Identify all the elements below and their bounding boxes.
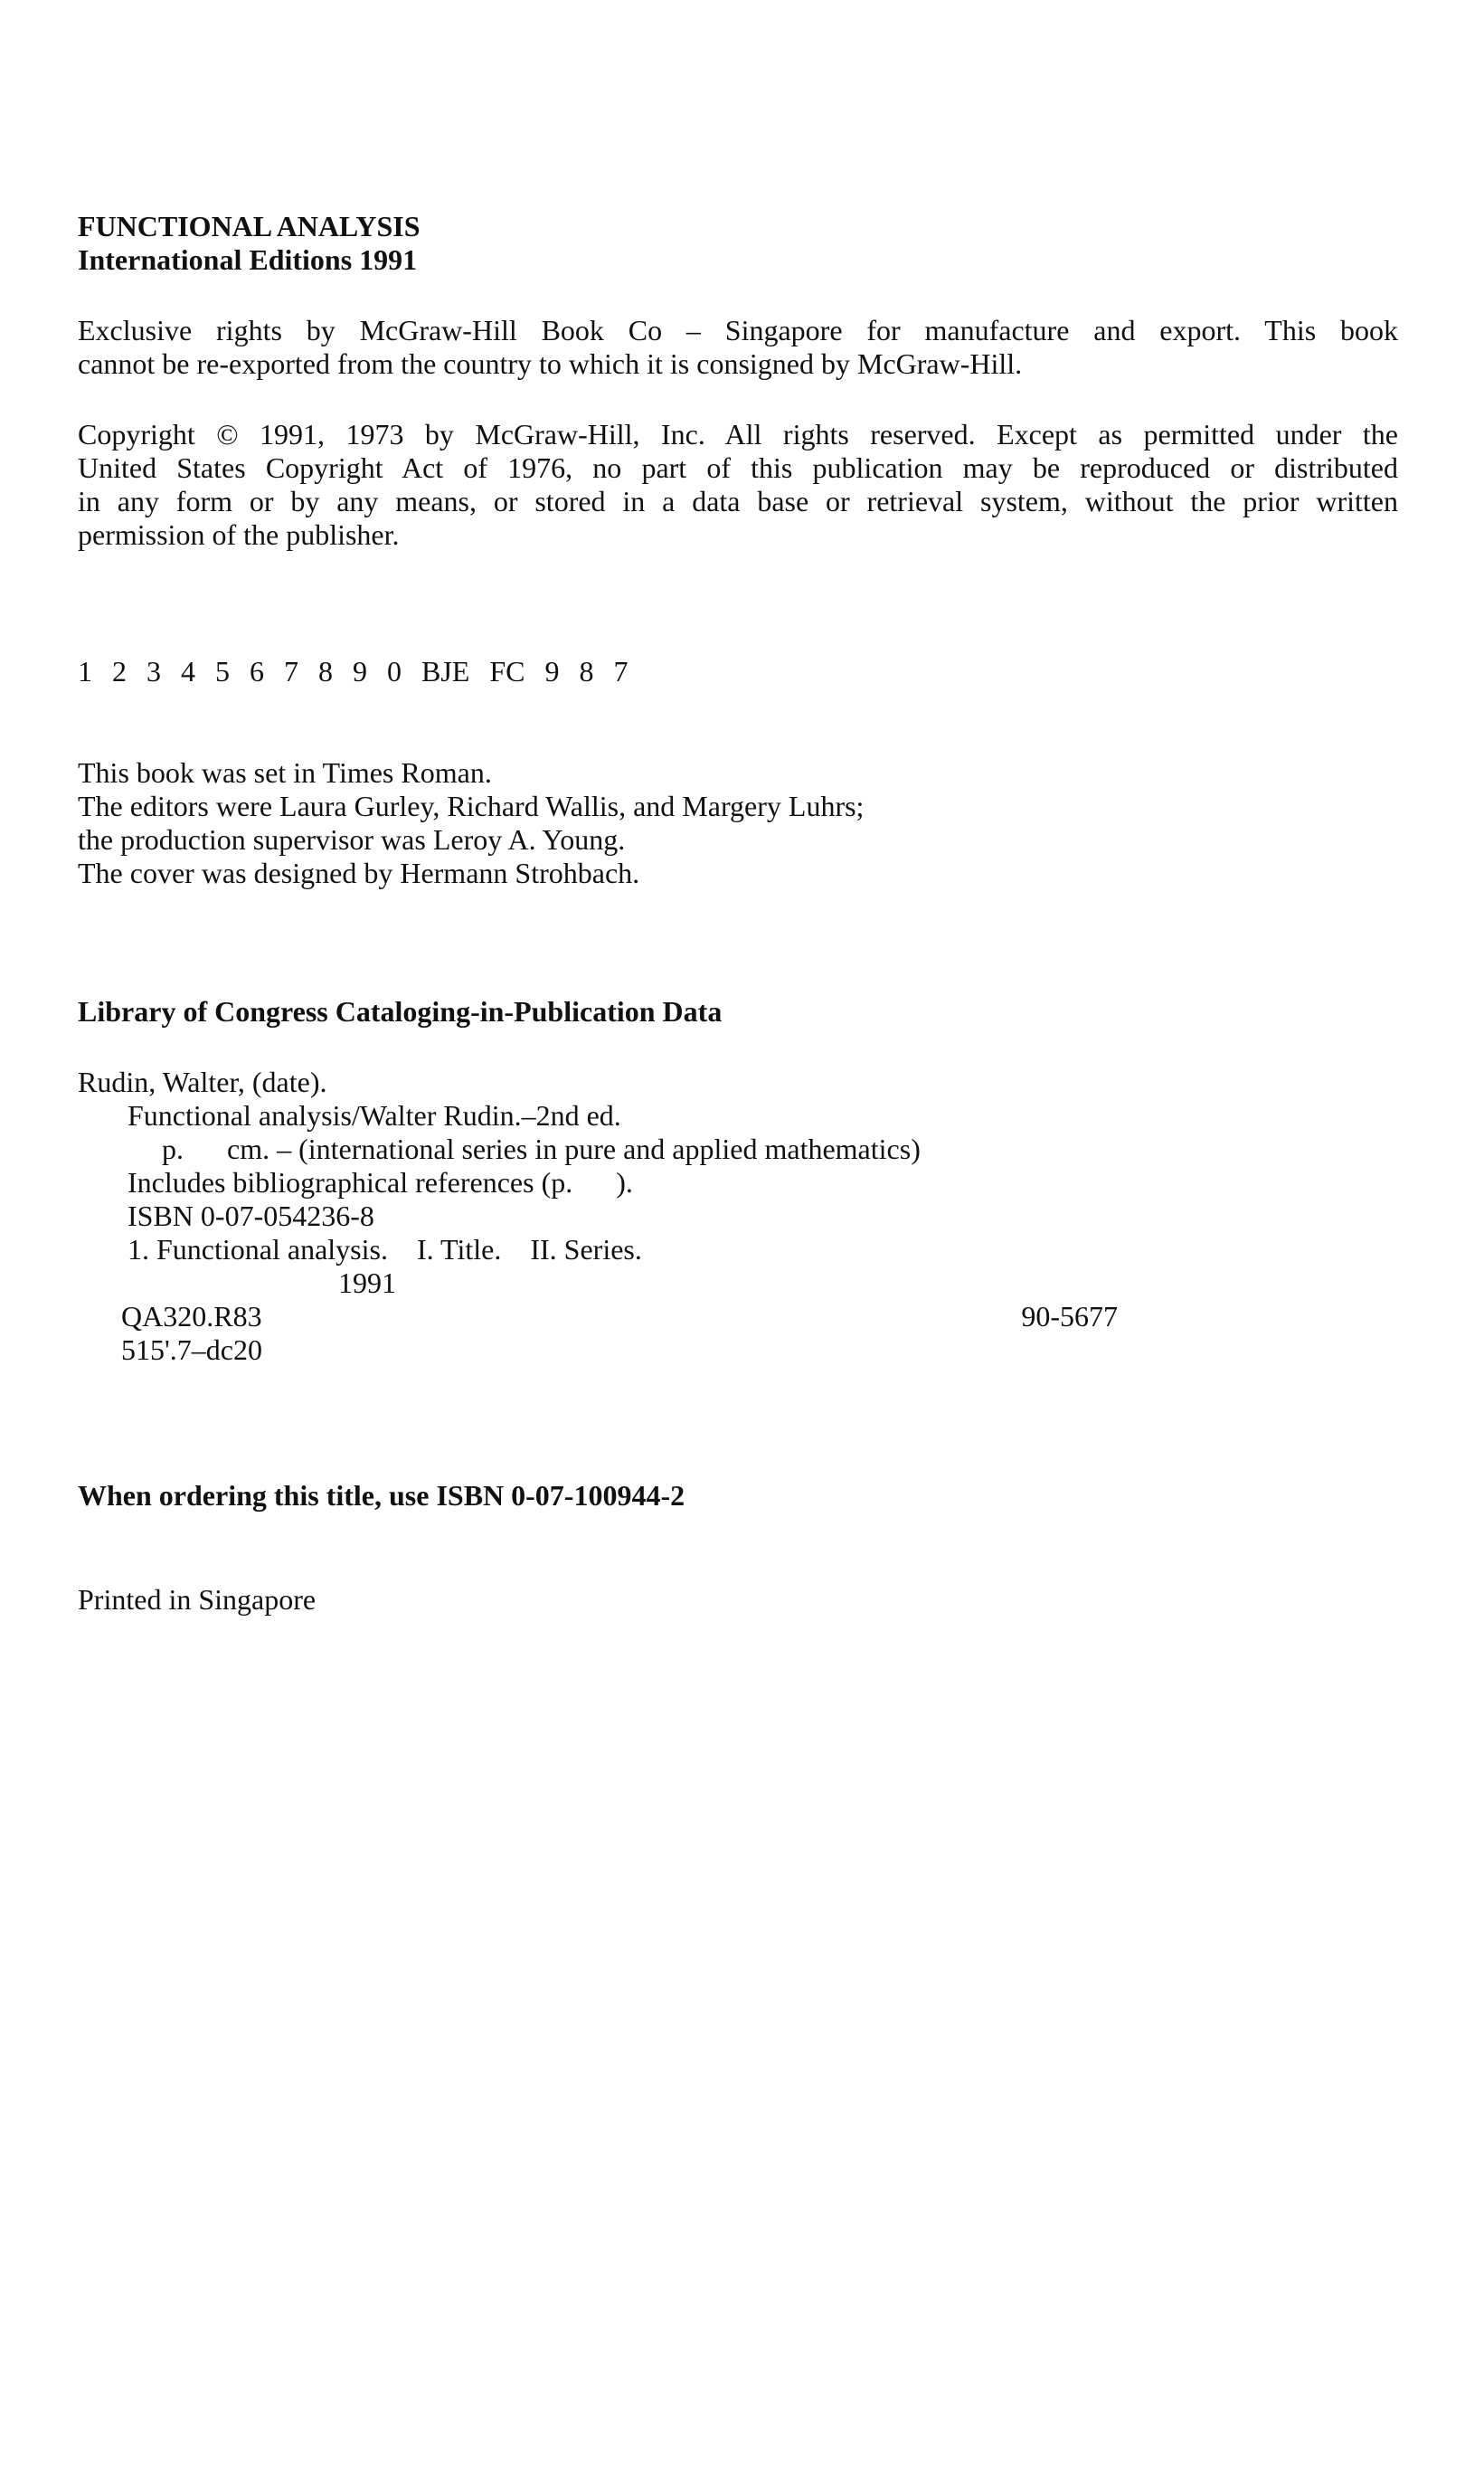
cip-dewey-row (78, 1300, 1118, 1366)
cip-references: Includes bibliographical references (p. ). (128, 1166, 633, 1199)
copyright-paragraph (78, 418, 1398, 552)
rights-line-2: cannot be re-exported from the country to which it is consigned by McGraw-Hill. (78, 347, 1023, 380)
cip-author: Rudin, Walter, (date). (78, 1066, 327, 1098)
cip-dewey: 515'.7–dc20 (121, 1333, 262, 1366)
cip-call-year: 1991 (338, 1266, 396, 1299)
production-line-3: the production supervisor was Leroy A. Young. (78, 823, 626, 856)
copyright-line-4: permission of the publisher. (78, 518, 400, 551)
exclusive-rights-paragraph (78, 314, 1398, 381)
production-line-2: The editors were Laura Gurley, Richard Wallis, and Margery Luhrs; (78, 790, 865, 822)
cip-record (78, 1066, 1118, 1366)
cip-isbn: ISBN 0-07-054236-8 (128, 1200, 374, 1232)
copyright-line-2: United States Copyright Act of 1976, no part of this publication may be reproduced or distributed (78, 451, 1398, 484)
book-title: FUNCTIONAL ANALYSIS (78, 210, 421, 242)
printed-in-line: Printed in Singapore (78, 1583, 317, 1616)
cip-call-number: QA320.R83 (121, 1300, 262, 1333)
cip-heading: Library of Congress Cataloging-in-Publication Data (78, 995, 723, 1028)
printing-number-line: 1 2 3 4 5 6 7 8 9 0 BJE FC 9 8 7 (78, 655, 629, 688)
cip-subjects: 1. Functional analysis. I. Title. II. Series. (128, 1233, 642, 1266)
copyright-line-3: in any form or by any means, or stored in a data base or retrieval system, without the prior written (78, 485, 1398, 517)
title-block (78, 210, 420, 277)
production-line-4: The cover was designed by Hermann Strohbach. (78, 857, 640, 889)
production-line-1: This book was set in Times Roman. (78, 756, 492, 789)
edition-line: International Editions 1991 (78, 243, 418, 276)
copyright-line-1: Copyright © 1991, 1973 by McGraw-Hill, Inc. All rights reserved. Except as permitted under the (78, 418, 1398, 451)
cip-lccn: 90-5677 (1021, 1300, 1118, 1333)
rights-line-1: Exclusive rights by McGraw-Hill Book Co – Singapore for manufacture and export. This book (78, 314, 1398, 346)
ordering-isbn-note: When ordering this title, use ISBN 0-07-100944-2 (78, 1479, 685, 1512)
cip-physical-description: p. cm. – (international series in pure and applied mathematics) (162, 1133, 921, 1165)
production-credits (78, 756, 864, 890)
cip-title-line: Functional analysis/Walter Rudin.–2nd ed. (128, 1099, 621, 1132)
